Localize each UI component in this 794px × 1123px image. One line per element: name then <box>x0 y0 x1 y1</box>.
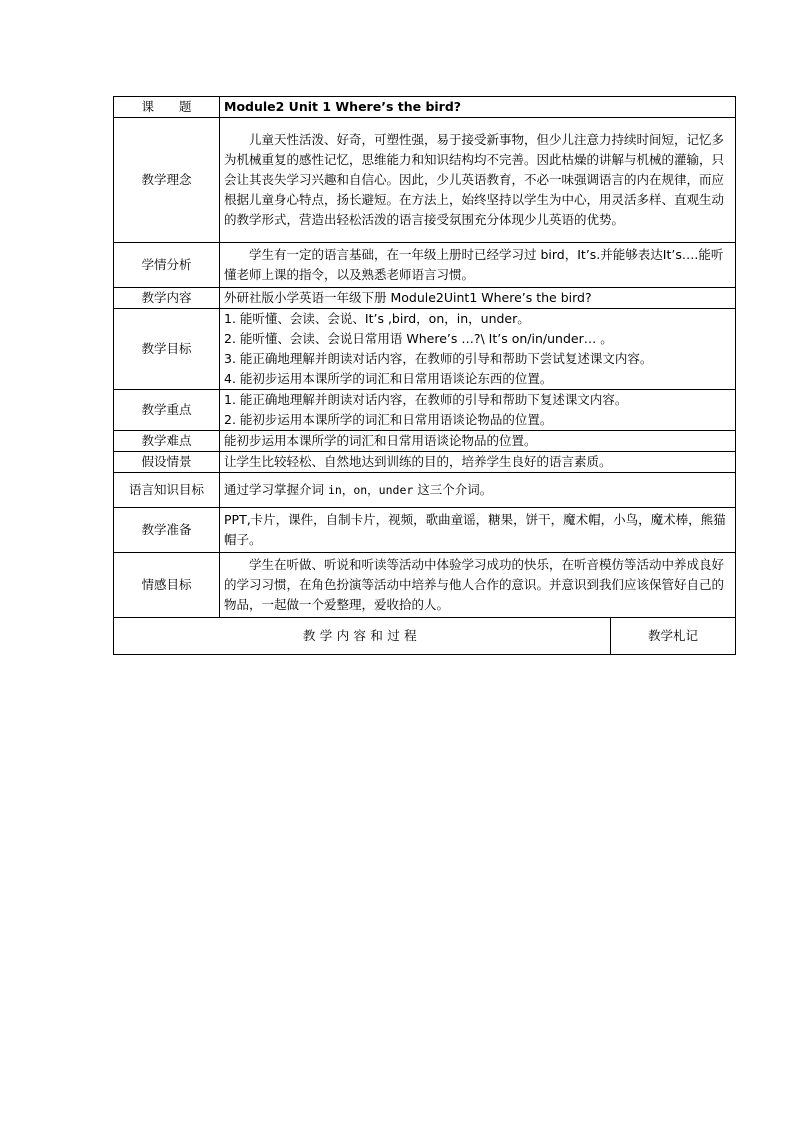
concept-paragraph: 儿童天性活泼、好奇，可塑性强，易于接受新事物，但少儿注意力持续时间短，记忆多为机械重复的感性记忆，思维能力和知识结构均不完善。因此枯燥的讲解与机械的灌输，只会让其丧失学习兴趣和自信心。因此，少儿英语教育，不必一味强调语言的内在规律，而应根据儿童身心特点，扬长避短。在方法上，始终坚持以学生为中心，用灵活多样、直观生动的教学形式，营造出轻松活泼的语言接受氛围充分体现少儿英语的优势。 <box>224 132 725 227</box>
situation-label: 学情分析 <box>114 243 220 288</box>
concept-text <box>220 118 736 243</box>
row-goals <box>114 309 736 390</box>
goal-item: 1. 能听懂、会读、会说、It’s ,bird，on，in，under。 <box>224 311 530 326</box>
language-label: 语言知识目标 <box>114 473 220 508</box>
goals-label: 教学目标 <box>114 309 220 390</box>
emotion-paragraph: 学生在听做、听说和听读等活动中体验学习成功的快乐，在听音模仿等活动中养成良好的学习习惯，在角色扮演等活动中培养与他人合作的意识。并意识到我们应该保管好自己的物品，一起做一个爱整理，爱收拾的人。 <box>224 557 725 612</box>
language-words: in，on，under <box>327 483 414 497</box>
topic-value: Module2 Unit 1 Where’s the bird? <box>220 97 736 118</box>
language-text-pre: 通过学习掌握介词 <box>224 482 328 497</box>
keypoint-item: 2. 能初步运用本课所学的词汇和日常用语谈论物品的位置。 <box>224 412 553 427</box>
row-footer <box>114 618 736 655</box>
row-topic <box>114 97 736 118</box>
row-content <box>114 288 736 309</box>
goal-item: 2. 能听懂、会读、会说日常用语 Where’s …?\ It’s on/in/under… 。 <box>224 331 613 346</box>
row-situation <box>114 243 736 288</box>
row-difficulty <box>114 431 736 452</box>
prep-text: PPT,卡片，课件，自制卡片，视频，歌曲童谣，糖果，饼干，魔术帽，小鸟，魔术棒，熊猫帽子。 <box>220 508 736 553</box>
goal-item: 4. 能初步运用本课所学的词汇和日常用语谈论东西的位置。 <box>224 371 553 386</box>
lesson-plan-table <box>113 96 736 655</box>
scenario-label: 假设情景 <box>114 452 220 473</box>
difficulty-text: 能初步运用本课所学的词汇和日常用语谈论物品的位置。 <box>220 431 736 452</box>
row-keypoints <box>114 390 736 431</box>
row-prep <box>114 508 736 553</box>
content-label: 教学内容 <box>114 288 220 309</box>
goals-list <box>220 309 736 390</box>
notes-heading: 教学札记 <box>611 618 736 655</box>
scenario-text: 让学生比较轻松、自然地达到训练的目的，培养学生良好的语言素质。 <box>220 452 736 473</box>
keypoints-label: 教学重点 <box>114 390 220 431</box>
keypoint-item: 1. 能正确地理解并朗读对话内容，在教师的引导和帮助下复述课文内容。 <box>224 392 628 407</box>
keypoints-list <box>220 390 736 431</box>
language-text-post: 这三个介词。 <box>413 482 493 497</box>
difficulty-label: 教学难点 <box>114 431 220 452</box>
situation-paragraph: 学生有一定的语言基础，在一年级上册时已经学习过 bird，It’s.并能够表达It’s….能听懂老师上课的指令，以及熟悉老师语言习惯。 <box>224 247 724 282</box>
goal-item: 3. 能正确地理解并朗读对话内容，在教师的引导和帮助下尝试复述课文内容。 <box>224 351 653 366</box>
row-language <box>114 473 736 508</box>
row-scenario <box>114 452 736 473</box>
emotion-label: 情感目标 <box>114 553 220 618</box>
situation-text <box>220 243 736 288</box>
process-heading: 教学内容和过程 <box>114 618 611 655</box>
row-emotion <box>114 553 736 618</box>
emotion-text <box>220 553 736 618</box>
topic-label: 课 题 <box>114 97 220 118</box>
concept-label: 教学理念 <box>114 118 220 243</box>
language-text <box>220 473 736 508</box>
content-text: 外研社版小学英语一年级下册 Module2Uint1 Where’s the bird? <box>220 288 736 309</box>
prep-label: 教学准备 <box>114 508 220 553</box>
row-concept <box>114 118 736 243</box>
